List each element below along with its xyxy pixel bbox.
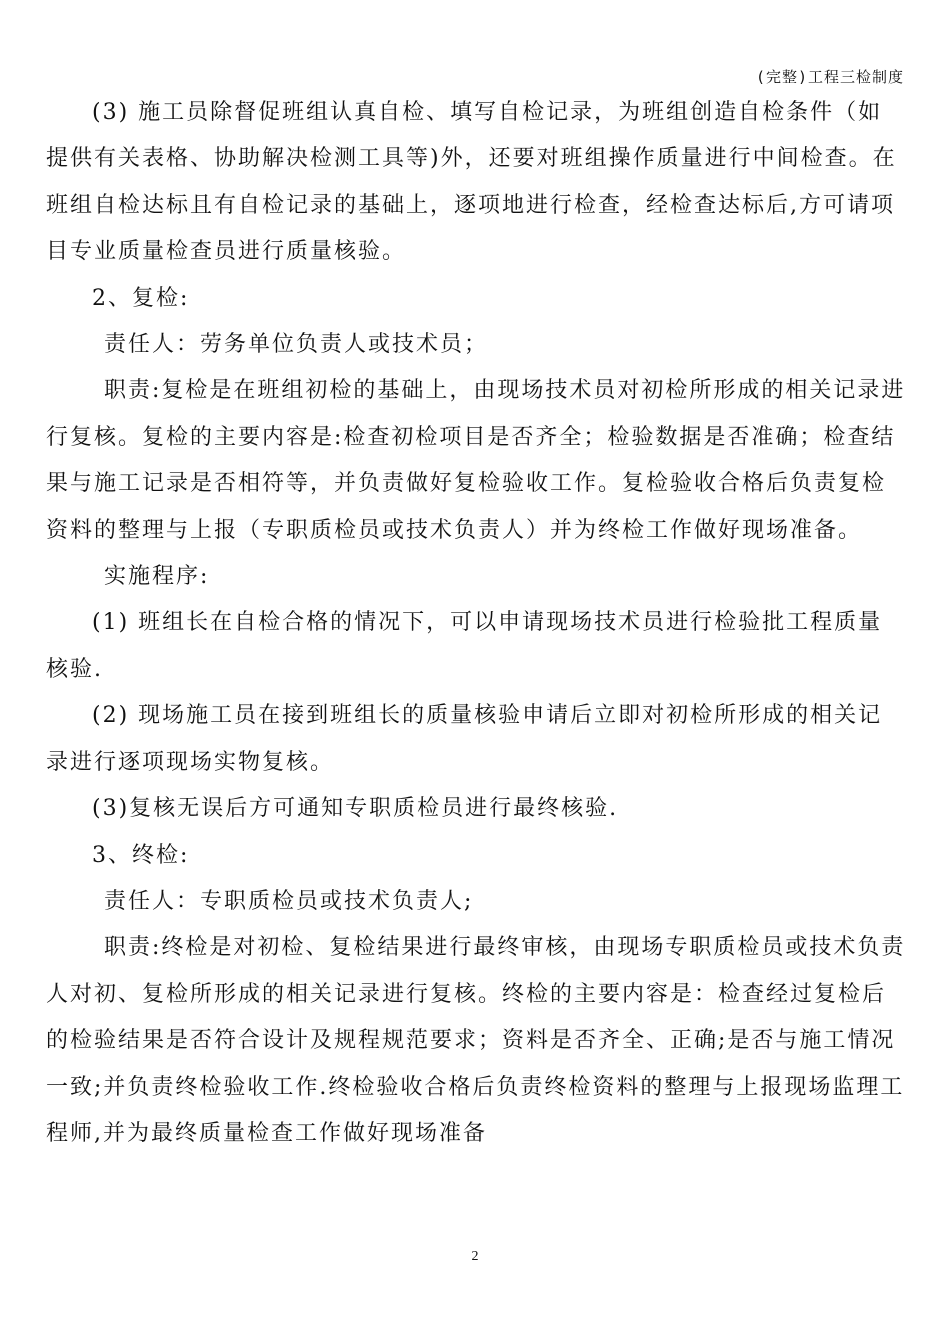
- section-heading-reinspection: 2、复检:: [92, 285, 190, 311]
- duties-reinspection: 职责:复检是在班组初检的基础上，由现场技术员对初检所形成的相关记录进行复核。复检的主要内容是:检查初检项目是否齐全；检验数据是否准确；检查结果与施工记录是否相符等，并负责做好复检验收工作。复检验收合格后负责复检资料的整理与上报（专职质检员或技术负责人）并为终检工作做好现场准备。: [46, 378, 906, 543]
- procedure-step-3: (3)复核无误后方可通知专职质检员进行最终核验.: [92, 796, 619, 822]
- procedure-step-1: (1) 班组长在自检合格的情况下，可以申请现场技术员进行检验批工程质量核验.: [46, 610, 883, 682]
- paragraph-inspection-item-3: (3) 施工员除督促班组认真自检、填写自检记录，为班组创造自检条件（如提供有关表格、协助解决检测工具等)外，还要对班组操作质量进行中间检查。在班组自检达标且有自检记录的基础上，逐项地进行检查，经检查达标后,方可请项目专业质量检查员进行质量核验。: [46, 100, 897, 265]
- section-heading-final-inspection: 3、终检:: [92, 842, 190, 868]
- responsible-person-final: 责任人：专职质检员或技术负责人;: [104, 888, 474, 914]
- body-text: [46, 90, 906, 1157]
- procedure-heading: 实施程序:: [104, 564, 210, 590]
- page-number: 2: [471, 1249, 479, 1264]
- responsible-person-reinspection: 责任人：劳务单位负责人或技术员；: [104, 332, 489, 358]
- procedure-step-2: (2) 现场施工员在接到班组长的质量核验申请后立即对初检所形成的相关记录进行逐项现场实物复核。: [46, 703, 883, 775]
- running-header: (完整)工程三检制度: [755, 68, 904, 86]
- duties-final: 职责:终检是对初检、复检结果进行最终审核，由现场专职质检员或技术负责人对初、复检所形成的相关记录进行复核。终检的主要内容是：检查经过复检后的检验结果是否符合设计及规程规范要求；资料是否齐全、正确;是否与施工情况一致;并负责终检验收工作.终检验收合格后负责终检资料的整理与上报现场监理工程师,并为最终质量检查工作做好现场准备: [46, 935, 906, 1146]
